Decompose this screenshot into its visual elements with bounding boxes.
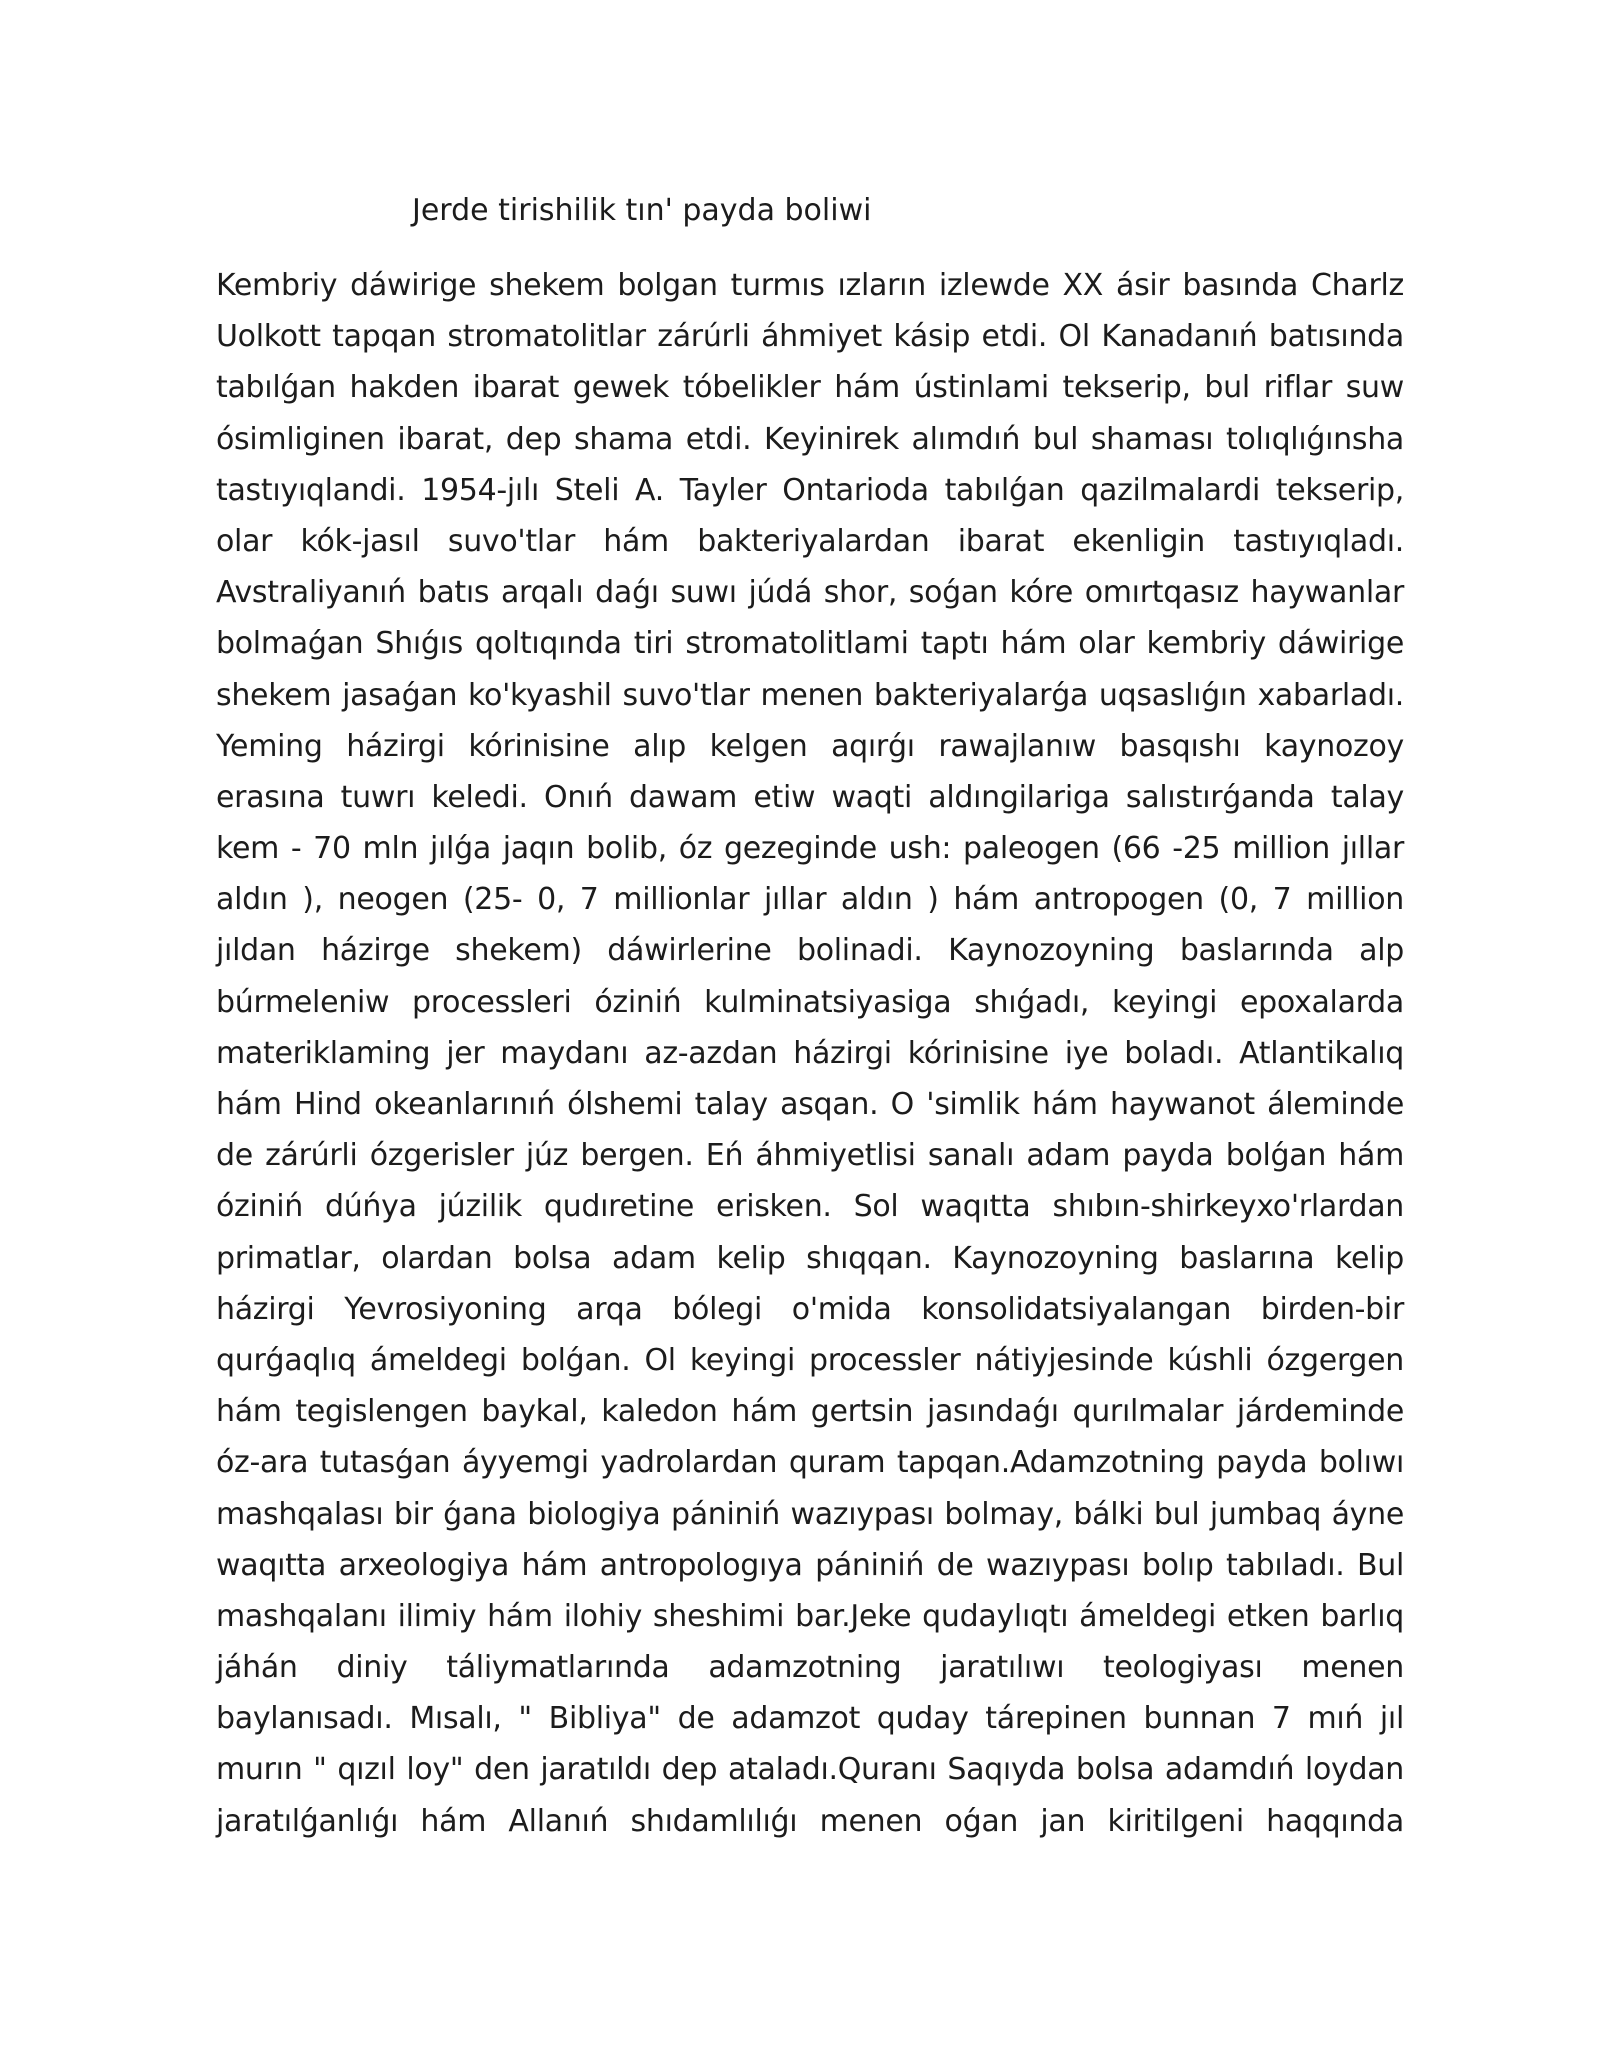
- text-line: materiklaming jer maydanı az-azdan házirgi kórinisine iye boladı. Atlantikalıq: [216, 1035, 1404, 1071]
- text-line: Uolkott tapqan stromatolitlar zárúrli áhmiyet kásip etdi. Ol Kanadanıń batısında: [216, 319, 1404, 355]
- document-body: [216, 260, 1404, 1847]
- text-line: de zárúrli ózgerisler júz bergen. Eń áhmiyetlisi sanalı adam payda bolǵan hám: [216, 1138, 1404, 1174]
- text-line: Kembriy dáwirige shekem bolgan turmıs ızların izlewde XX ásir basında Charlz: [216, 268, 1404, 303]
- text-line: hám tegislengen baykal, kaledon hám gertsin jasındaǵı qurılmalar járdeminde: [216, 1394, 1404, 1430]
- text-line: Yeming házirgi kórinisine alıp kelgen aqırǵı rawajlanıw basqıshı kaynozoy: [216, 728, 1404, 764]
- text-line: erasına tuwrı keledi. Onıń dawam etiw waqti aldıngilariga salıstırǵanda talay: [216, 779, 1404, 815]
- text-line: házirgi Yevrosiyoning arqa bólegi o'mida konsolidatsiyalangan birden-bir: [216, 1291, 1404, 1327]
- text-line: mashqalanı ilimiy hám ilohiy sheshimi bar.Jeke qudaylıqtı ámeldegi etken barlıq: [216, 1598, 1404, 1634]
- text-line: tabılǵan hakden ibarat gewek tóbelikler hám ústinlami tekserip, bul riflar suw: [216, 370, 1404, 406]
- text-line: jıldan házirge shekem) dáwirlerine bolinadi. Kaynozoyning baslarında alp: [216, 933, 1404, 969]
- text-line: murın " qızıl loy" den jaratıldı dep ataladı.Quranı Saqıyda bolsa adamdıń loydan: [216, 1752, 1404, 1788]
- text-line: olar kók-jasıl suvo'tlar hám bakteriyalardan ibarat ekenligin tastıyıqladı.: [216, 523, 1404, 559]
- text-line: óz-ara tutasǵan áyyemgi yadrolardan quram tapqan.Adamzotning payda bolıwı: [216, 1445, 1404, 1481]
- text-line: jáhán diniy táliymatlarında adamzotning jaratılıwı teologiyası menen: [216, 1650, 1404, 1686]
- document-title: Jerde tirishilik tın' payda boliwi: [412, 193, 872, 228]
- text-line: waqıtta arxeologiya hám antropologıya pániniń de wazıypası bolıp tabıladı. Bul: [216, 1547, 1404, 1583]
- text-line: bolmaǵan Shıǵıs qoltıqında tiri stromatolitlami taptı hám olar kembriy dáwirige: [216, 626, 1404, 662]
- text-line: Avstraliyanıń batıs arqalı daǵı suwı júdá shor, soǵan kóre omırtqasız haywanlar: [216, 575, 1404, 611]
- text-line: kem - 70 mln jılǵa jaqın bolib, óz gezeginde ush: paleogen (66 -25 million jıllar: [216, 831, 1404, 867]
- text-line: tastıyıqlandi. 1954-jılı Steli A. Tayler Ontarioda tabılǵan qazilmalardi tekserip,: [216, 472, 1404, 508]
- text-line: óziniń dúńya júzilik qudıretine erisken. Sol waqıtta shıbın-shirkeyxo'rlardan: [216, 1189, 1404, 1225]
- text-line: primatlar, olardan bolsa adam kelip shıqqan. Kaynozoyning baslarına kelip: [216, 1240, 1404, 1276]
- text-line: qurǵaqlıq ámeldegi bolǵan. Ol keyingi processler nátiyjesinde kúshli ózgergen: [216, 1342, 1404, 1378]
- text-line: mashqalası bir ǵana biologiya pániniń wazıypası bolmay, bálki bul jumbaq áyne: [216, 1496, 1404, 1532]
- text-line: aldın ), neogen (25- 0, 7 millionlar jıllar aldın ) hám antropogen (0, 7 million: [216, 882, 1404, 918]
- text-line: hám Hind okeanlarınıń ólshemi talay asqan. O 'simlik hám haywanot áleminde: [216, 1087, 1404, 1122]
- text-line: jaratılǵanlıǵı hám Allanıń shıdamlılıǵı menen oǵan jan kiritilgeni haqqında: [216, 1803, 1404, 1839]
- text-line: ósimliginen ibarat, dep shama etdi. Keyinirek alımdıń bul shaması tolıqlıǵınsha: [216, 421, 1404, 457]
- text-line: búrmeleniw processleri óziniń kulminatsiyasiga shıǵadı, keyingi epoxalarda: [216, 984, 1404, 1020]
- text-line: baylanısadı. Mısalı, " Bibliya" de adamzot quday tárepinen bunnan 7 mıń jıl: [216, 1701, 1404, 1737]
- text-line: shekem jasaǵan ko'kyashil suvo'tlar menen bakteriyalarǵa uqsaslıǵın xabarladı.: [216, 677, 1404, 713]
